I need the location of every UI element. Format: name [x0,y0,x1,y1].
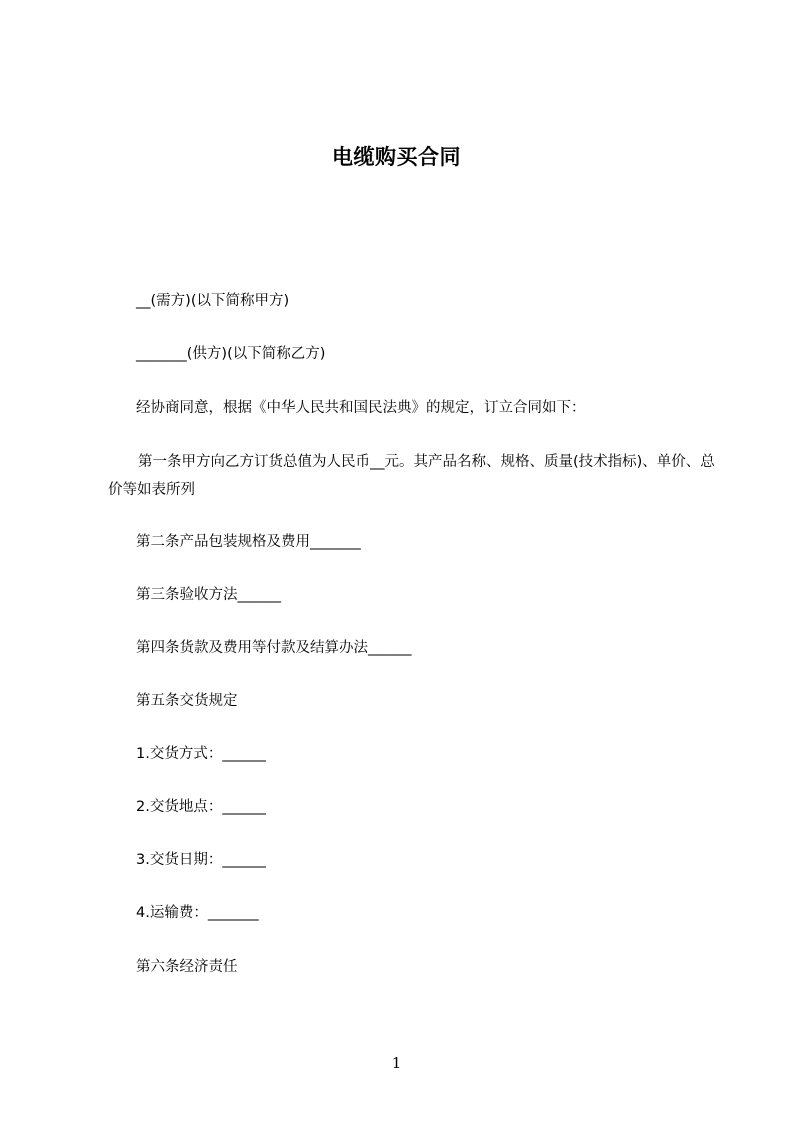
article-2-paragraph: 第二条产品包装规格及费用_______ [136,534,361,550]
article-5-heading: 第五条交货规定 [136,693,238,709]
article-4-paragraph: 第四条货款及费用等付款及结算办法______ [136,640,412,656]
article-1-paragraph: 第一条甲方向乙方订货总值为人民币__元。其产品名称、规格、质量(技术指标)、单价、总价等如表所列 [108,454,715,498]
party-b-line: _______(供方)(以下简称乙方) [136,346,326,362]
party-a-line: __(需方)(以下简称甲方) [136,293,290,309]
page-number: 1 [391,1054,402,1072]
document-title: 电缆购买合同 [332,145,461,169]
preamble-paragraph: 经协商同意，根据《中华人民共和国民法典》的规定，订立合同如下： [136,400,586,416]
delivery-date-item: 3.交货日期：______ [136,852,266,868]
delivery-method-item: 1.交货方式：______ [136,746,266,762]
transport-fee-item: 4.运输费：_______ [136,905,259,921]
article-3-paragraph: 第三条验收方法______ [136,587,281,603]
article-6-heading: 第六条经济责任 [136,959,238,975]
delivery-location-item: 2.交货地点：______ [136,799,266,815]
